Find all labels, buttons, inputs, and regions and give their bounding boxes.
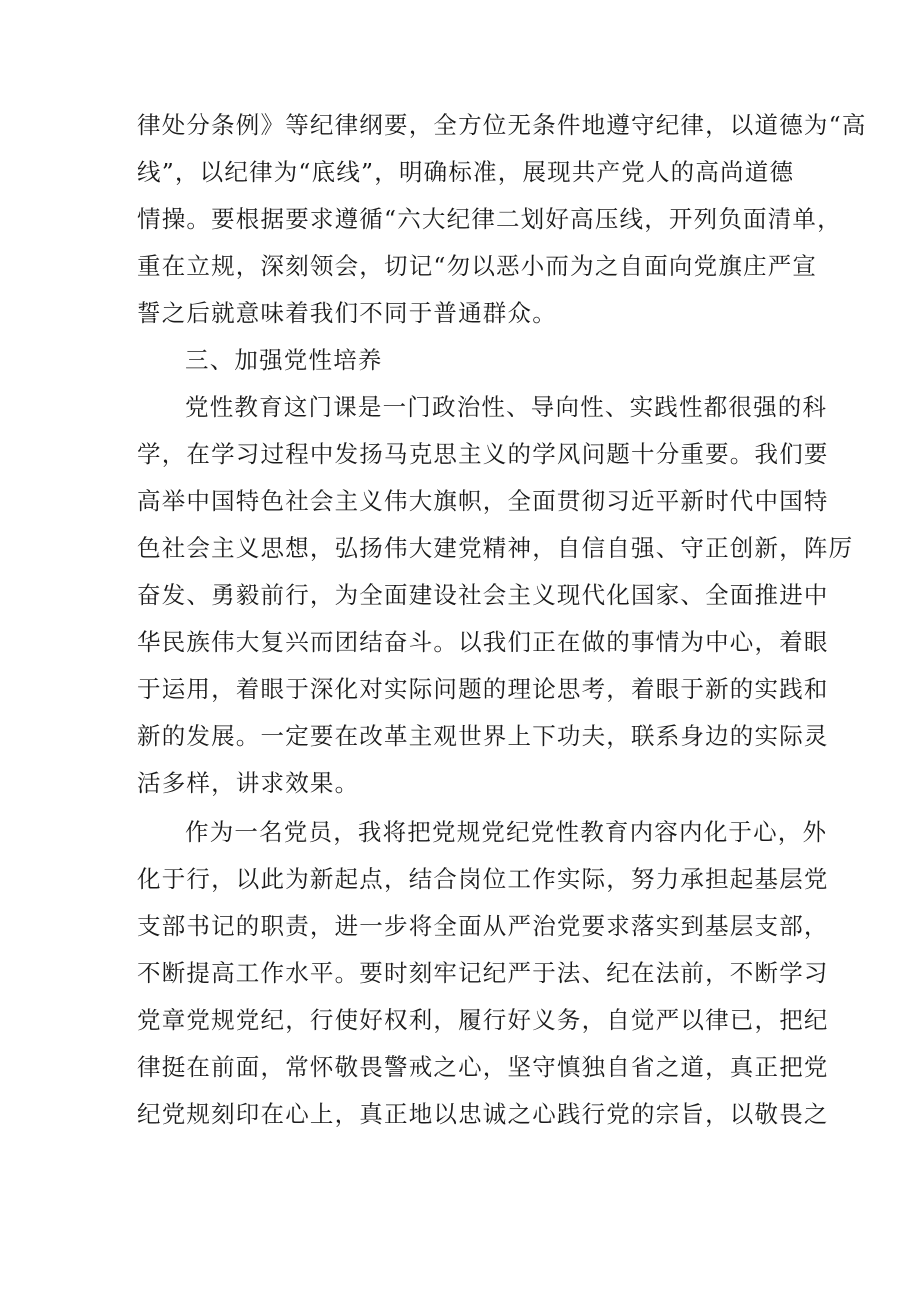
text-line: 学，在学习过程中发扬马克思主义的学风问题十分重要。我们要 [137,440,829,468]
text-line: 色社会主义思想，弘扬伟大建党精神，自信自强、守正创新，阵厉 [137,534,854,562]
text-line: 党性教育这门课是一门政治性、导向性、实践性都很强的科 [185,393,828,421]
text-line: 作为一名党员，我将把党规党纪党性教育内容内化于心，外 [185,818,828,846]
text-line: 化于行，以此为新起点，结合岗位工作实际，努力承担起基层党 [137,865,829,893]
paragraph [137,384,854,807]
text-line: 纪党规刻印在心上，真正地以忠诚之心践行党的宗旨，以敬畏之 [137,1100,829,1128]
text-line: 活多样，讲求效果。 [137,769,360,797]
paragraph [137,102,867,337]
text-line: 不断提高工作水平。要时刻牢记纪严于法、纪在法前，不断学习 [137,959,829,987]
text-line: 线”，以纪律为“底线”，明确标准，展现共产党人的高尚道德 [137,158,795,186]
paragraph [137,809,829,1138]
text-line: 情操。要根据要求遵循“六大纪律二划好高压线，开列负面清单， [137,205,842,233]
document-body [137,102,867,1138]
text-line: 律挺在前面，常怀敬畏警戒之心，坚守慎独自省之道，真正把党 [137,1053,829,1081]
text-line: 奋发、勇毅前行，为全面建设社会主义现代化国家、全面推进中 [137,581,829,609]
text-line: 誓之后就意味着我们不同于普通群众。 [137,299,557,327]
text-line: 华民族伟大复兴而团结奋斗。以我们正在做的事情为中心，着眼 [137,628,829,656]
text-line: 律处分条例》等纪律纲要，全方位无条件地遵守纪律，以道德为“高 [137,111,867,139]
text-line: 党章党规党纪，行使好权利，履行好义务，自觉严以律已，把纪 [137,1006,829,1034]
text-line: 新的发展。一定要在改革主观世界上下功夫，联系身边的实际灵 [137,722,829,750]
section-heading: 三、加强党性培养 [185,346,383,374]
text-line: 重在立规，深刻领会，切记“勿以恶小而为之自面向党旗庄严宣 [137,252,818,280]
text-line: 支部书记的职责，进一步将全面从严治党要求落实到基层支部， [137,912,829,940]
text-line: 高举中国特色社会主义伟大旗帜，全面贯彻习近平新时代中国特 [137,487,829,515]
text-line: 于运用，着眼于深化对实际问题的理论思考，着眼于新的实践和 [137,675,829,703]
